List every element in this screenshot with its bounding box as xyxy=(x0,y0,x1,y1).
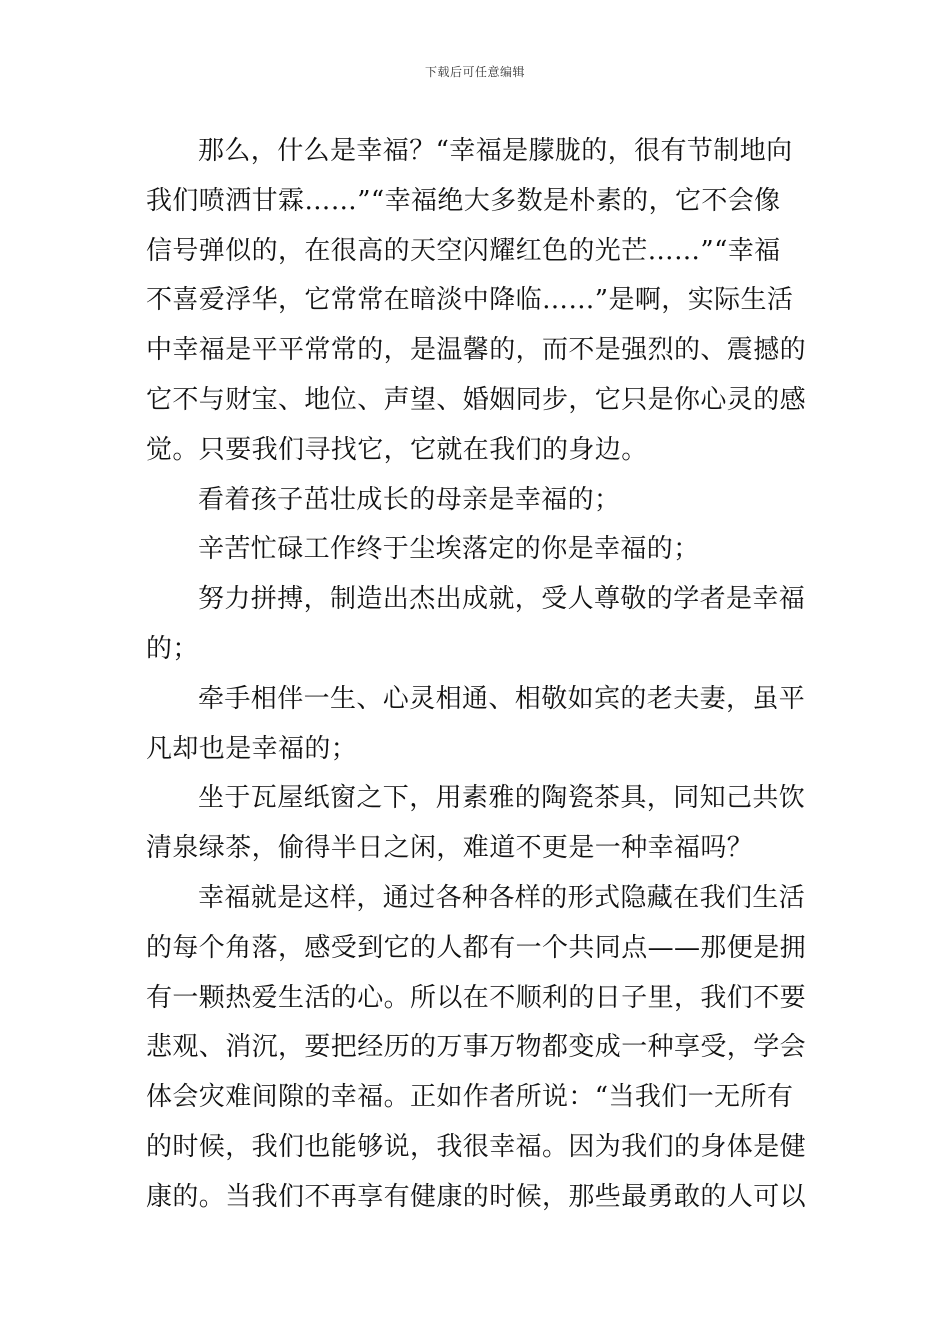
text-line: 坐于瓦屋纸窗之下，用素雅的陶瓷茶具，同知己共饮 xyxy=(198,783,806,814)
text-line: 的； xyxy=(146,633,199,664)
page-header: 下载后可任意编辑 xyxy=(424,65,525,79)
text-line: 努力拼搏，制造出杰出成就，受人尊敬的学者是幸福 xyxy=(198,584,806,615)
text-line: 觉。只要我们寻找它，它就在我们的身边。 xyxy=(146,434,648,465)
text-line: 的时候，我们也能够说，我很幸福。因为我们的身体是健 xyxy=(146,1131,807,1162)
text-line: 凡却也是幸福的； xyxy=(146,733,358,764)
text-line: 看着孩子茁壮成长的母亲是幸福的； xyxy=(198,484,621,515)
text-line: 中幸福是平平常常的，是温馨的，而不是强烈的、震撼的 xyxy=(146,335,807,366)
document-body xyxy=(146,127,810,1223)
text-line: 那么，什么是幸福？“幸福是朦胧的，很有节制地向 xyxy=(198,136,793,166)
text-line: 悲观、消沉，要把经历的万事万物都变成一种享受，学会 xyxy=(146,1032,807,1063)
text-line: 辛苦忙碌工作终于尘埃落定的你是幸福的； xyxy=(198,534,700,565)
text-line: 清泉绿茶，偷得半日之闲，难道不更是一种幸福吗？ xyxy=(146,833,754,864)
text-line: 牵手相伴一生、心灵相通、相敬如宾的老夫妻，虽平 xyxy=(198,683,806,714)
text-line: 的每个角落，感受到它的人都有一个共同点——那便是拥 xyxy=(146,932,807,963)
text-line: 它不与财宝、地位、声望、婚姻同步，它只是你心灵的感 xyxy=(146,384,807,415)
text-line: 幸福就是这样，通过各种各样的形式隐藏在我们生活 xyxy=(198,882,806,913)
text-line: 有一颗热爱生活的心。所以在不顺利的日子里，我们不要 xyxy=(146,982,807,1013)
text-line: 信号弹似的，在很高的天空闪耀红色的光芒……”“幸福 xyxy=(146,235,781,266)
text-line: 不喜爱浮华，它常常在暗淡中降临……”是啊，实际生活 xyxy=(146,285,794,316)
text-line: 康的。当我们不再享有健康的时候，那些最勇敢的人可以 xyxy=(146,1181,807,1212)
text-line: 我们喷洒甘霖……”“幸福绝大多数是朴素的，它不会像 xyxy=(146,185,781,216)
text-line: 体会灾难间隙的幸福。正如作者所说：“当我们一无所有 xyxy=(146,1082,794,1113)
